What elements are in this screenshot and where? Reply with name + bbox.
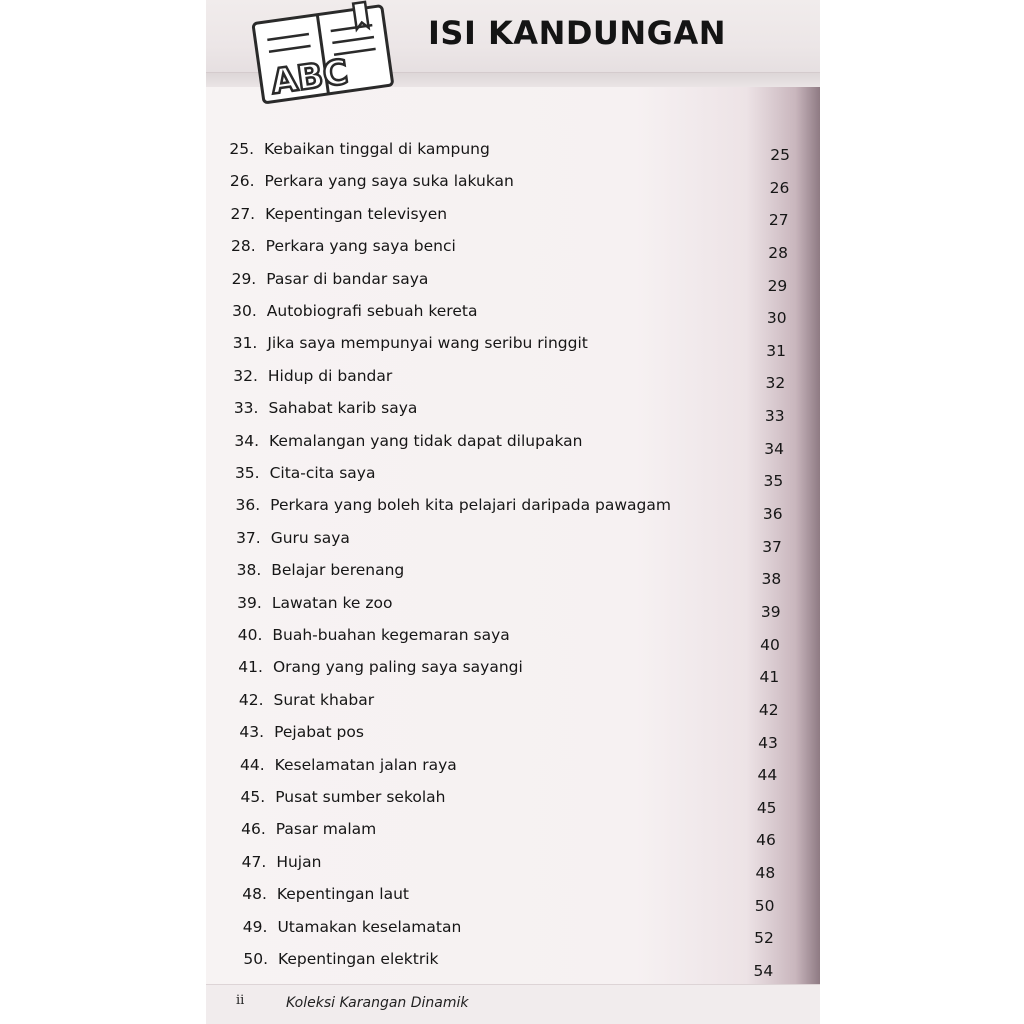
table-of-contents	[206, 0, 820, 980]
toc-entry-page: 43	[758, 733, 778, 752]
toc-entry-page: 27	[768, 211, 789, 230]
toc-entry	[206, 172, 820, 196]
toc-entry-title: Kemalangan yang tidak dapat dilupakan	[269, 431, 583, 450]
toc-entry-title: Pasar malam	[275, 820, 377, 839]
toc-entry-number: 31.	[232, 334, 258, 353]
toc-entry	[206, 755, 820, 785]
toc-entry-number: 39.	[237, 593, 262, 612]
toc-entry-number: 28.	[231, 237, 256, 256]
toc-entry-page: 28	[768, 243, 788, 262]
toc-entry-number: 42.	[238, 690, 264, 709]
toc-entry-page: 42	[758, 700, 779, 719]
toc-entry-page: 36	[762, 505, 783, 524]
toc-entry-number: 50.	[243, 950, 268, 968]
toc-entry-number: 27.	[230, 204, 256, 223]
toc-entry	[206, 723, 820, 752]
toc-entry-title: Kepentingan elektrik	[278, 950, 439, 968]
toc-entry	[206, 367, 820, 391]
toc-entry	[206, 496, 820, 524]
toc-entry-title: Pusat sumber sekolah	[275, 788, 446, 806]
toc-entry-number: 43.	[239, 723, 265, 742]
toc-entry-page: 41	[759, 668, 780, 687]
toc-entry-title: Keselamatan jalan raya	[274, 755, 457, 774]
toc-entry-title: Utamakan keselamatan	[277, 917, 462, 936]
toc-entry	[206, 820, 820, 850]
toc-entry-page: 25	[770, 146, 790, 164]
toc-entry	[206, 528, 820, 556]
toc-entry-number: 35.	[234, 464, 260, 482]
toc-entry-number: 34.	[234, 431, 260, 450]
toc-entry	[206, 205, 820, 229]
toc-entry-page: 31	[766, 341, 786, 360]
toc-entry-number: 38.	[236, 561, 262, 580]
toc-entry-title: Guru saya	[270, 528, 350, 547]
toc-entry-number: 25.	[229, 140, 254, 158]
toc-entry-page: 33	[764, 407, 785, 426]
toc-entry-title: Kepentingan televisyen	[265, 204, 448, 223]
book-page	[206, 0, 820, 1024]
toc-entry	[206, 852, 820, 883]
footer-book-title: Koleksi Karangan Dinamik	[286, 995, 469, 1011]
toc-entry	[206, 270, 820, 294]
toc-entry-page: 32	[765, 374, 786, 393]
toc-entry-page: 54	[753, 962, 774, 980]
toc-entry	[206, 626, 820, 654]
toc-entry-title: Pasar di bandar saya	[266, 269, 429, 288]
toc-entry-page: 39	[760, 602, 781, 621]
toc-entry-title: Belajar berenang	[271, 561, 405, 580]
toc-entry-number: 44.	[239, 755, 265, 774]
toc-entry-number: 40.	[237, 626, 263, 644]
abc-icon-text: ABC	[268, 52, 351, 103]
toc-entry-title: Surat khabar	[273, 690, 375, 709]
toc-entry	[206, 140, 820, 164]
toc-entry-page: 52	[754, 929, 774, 948]
toc-entry-title: Buah-buahan kegemaran saya	[272, 626, 510, 644]
toc-entry	[206, 788, 820, 817]
toc-entry-title: Lawatan ke zoo	[271, 593, 393, 612]
toc-entry	[206, 432, 820, 456]
toc-entry-title: Kebaikan tinggal di kampung	[264, 140, 490, 158]
page-footer	[206, 984, 820, 1024]
toc-entry-number: 47.	[241, 852, 267, 871]
toc-entry-number: 45.	[240, 788, 266, 806]
toc-entry	[206, 237, 820, 261]
toc-entry-number: 33.	[233, 399, 259, 418]
toc-entry-title: Sahabat karib saya	[268, 399, 418, 418]
toc-entry-number: 37.	[236, 528, 261, 547]
toc-entry-page: 48	[755, 864, 776, 883]
toc-entry	[206, 658, 820, 687]
toc-entry-number: 48.	[242, 885, 267, 904]
toc-entry-page: 40	[760, 635, 780, 654]
toc-entry-page: 26	[769, 178, 790, 197]
toc-entry	[206, 593, 820, 621]
toc-entry-title: Perkara yang saya benci	[265, 237, 456, 256]
toc-entry-title: Hujan	[276, 852, 322, 871]
toc-entry-page: 34	[764, 439, 784, 458]
toc-entry-number: 30.	[232, 302, 257, 320]
toc-entry-number: 32.	[233, 366, 258, 385]
toc-entry	[206, 302, 820, 326]
toc-entry-page: 30	[766, 309, 787, 328]
toc-entry-title: Hidup di bandar	[267, 366, 393, 385]
toc-entry	[206, 950, 820, 980]
toc-entry-title: Orang yang paling saya sayangi	[272, 658, 523, 677]
toc-entry-number: 26.	[229, 172, 255, 191]
toc-entry	[206, 464, 820, 491]
toc-entry-page: 44	[757, 766, 778, 785]
footer-page-number: ii	[236, 993, 245, 1008]
toc-entry-page: 38	[761, 570, 782, 589]
toc-entry	[206, 561, 820, 589]
toc-entry	[206, 399, 820, 426]
toc-entry	[206, 334, 820, 358]
toc-entry-number: 29.	[231, 269, 257, 288]
toc-entry-title: Jika saya mempunyai wang seribu ringgit	[267, 334, 588, 353]
toc-entry	[206, 917, 820, 948]
toc-entry-page: 37	[762, 537, 782, 556]
toc-entry-page: 29	[767, 276, 788, 295]
toc-entry-title: Cita-cita saya	[269, 464, 376, 482]
toc-entry-page: 50	[754, 896, 775, 915]
toc-entry-title: Autobiografi sebuah kereta	[266, 302, 478, 320]
toc-entry	[206, 690, 820, 719]
toc-entry-title: Perkara yang saya suka lakukan	[264, 172, 514, 191]
toc-entry-page: 35	[763, 472, 784, 491]
toc-entry-number: 46.	[241, 820, 266, 839]
toc-entry	[206, 885, 820, 915]
toc-entry-page: 45	[756, 798, 777, 817]
toc-entry-title: Pejabat pos	[274, 723, 364, 742]
toc-entry-number: 36.	[235, 496, 261, 515]
page-title: ISI KANDUNGAN	[428, 14, 726, 52]
toc-entry-page: 46	[756, 831, 776, 850]
toc-entry-number: 41.	[238, 658, 263, 677]
toc-entry-number: 49.	[242, 917, 268, 936]
toc-entry-title: Perkara yang boleh kita pelajari daripada pawagam	[270, 496, 671, 515]
toc-entry-title: Kepentingan laut	[276, 885, 410, 904]
